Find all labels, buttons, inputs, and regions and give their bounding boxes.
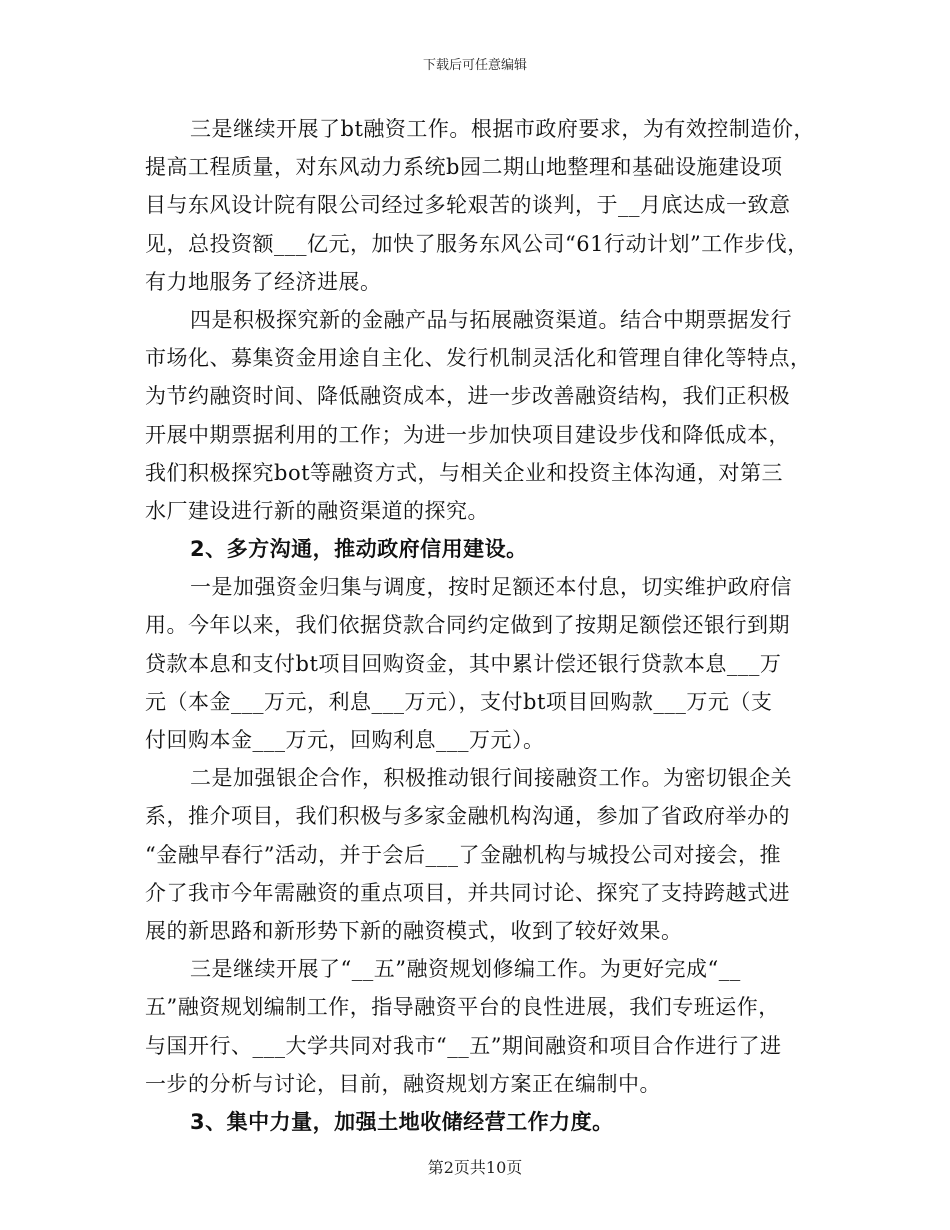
paragraph-line: 目与东风设计院有限公司经过多轮艰苦的谈判，于__月底达成一致意	[145, 193, 791, 218]
paragraph-line: 元（本金___万元，利息___万元），支付bt项目回购款___万元（支	[145, 689, 773, 714]
paragraph-line: 二是加强银企合作，积极推动银行间接融资工作。为密切银企关	[190, 766, 792, 791]
section-heading: 3、集中力量，加强土地收储经营工作力度。	[190, 1109, 614, 1134]
section-heading: 2、多方沟通，推动政府信用建设。	[190, 537, 528, 562]
page-footer: 第2页共10页	[427, 1158, 523, 1177]
paragraph-line: 付回购本金___万元，回购利息___万元）。	[145, 728, 545, 752]
paragraph-line: 我们积极探究bot等融资方式，与相关企业和投资主体沟通，对第三	[145, 460, 784, 485]
paragraph-line: 贷款本息和支付bt项目回购资金，其中累计偿还银行贷款本息___万	[145, 651, 782, 676]
page-header: 下载后可任意编辑	[422, 58, 527, 73]
paragraph-line: 展的新思路和新形势下新的融资模式，收到了较好效果。	[145, 918, 683, 943]
paragraph-line: 提高工程质量，对东风动力系统b园二期山地整理和基础设施建设项	[145, 155, 783, 180]
paragraph-line: 系，推介项目，我们积极与多家金融机构沟通，参加了省政府举办的	[145, 804, 790, 829]
paragraph-line: 四是积极探究新的金融产品与拓展融资渠道。结合中期票据发行	[190, 307, 792, 332]
paragraph-line: 用。今年以来，我们依据贷款合同约定做到了按期足额偿还银行到期	[145, 613, 790, 638]
paragraph-line: 一是加强资金归集与调度，按时足额还本付息，切实维护政府信	[190, 575, 792, 600]
paragraph-line: 一步的分析与讨论，目前，融资规划方案正在编制中。	[145, 1071, 661, 1096]
paragraph-line: 市场化、募集资金用途自主化、发行机制灵活化和管理自律化等特点，	[145, 346, 812, 371]
paragraph-line: 介了我市今年需融资的重点项目，并共同讨论、探究了支持跨越式进	[145, 880, 790, 905]
paragraph-line: 三是继续开展了“__五”融资规划修编工作。为更好完成“__	[190, 957, 741, 982]
paragraph-line: 五”融资规划编制工作，指导融资平台的良性进展，我们专班运作，	[145, 995, 780, 1020]
paragraph-line: 有力地服务了经济进展。	[145, 269, 382, 294]
paragraph-line: 水厂建设进行新的融资渠道的探究。	[145, 498, 489, 523]
paragraph-line: 三是继续开展了bt融资工作。根据市政府要求，为有效控制造价，	[190, 117, 815, 141]
paragraph-line: 开展中期票据利用的工作；为进一步加快项目建设步伐和降低成本，	[145, 422, 790, 447]
paragraph-line: “金融早春行”活动，并于会后___了金融机构与城投公司对接会，推	[145, 842, 781, 867]
paragraph-line: 与国开行、___大学共同对我市“__五”期间融资和项目合作进行了进	[145, 1033, 782, 1058]
paragraph-line: 为节约融资时间、降低融资成本，进一步改善融资结构，我们正积极	[145, 384, 790, 409]
document-body	[145, 110, 815, 1141]
paragraph-line: 见，总投资额___亿元，加快了服务东风公司“61行动计划”工作步伐，	[145, 231, 809, 256]
